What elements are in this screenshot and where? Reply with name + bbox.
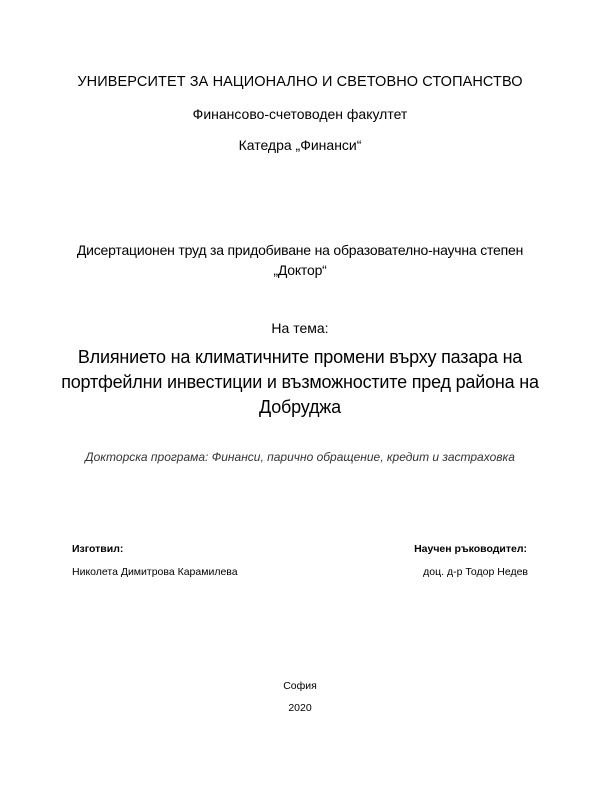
year: 2020 [288, 702, 312, 714]
department-name: Катедра „Финанси“ [238, 137, 362, 153]
supervisor-name: доц. д-р Тодор Недев [423, 566, 528, 578]
dissertation-statement [0, 240, 600, 280]
university-name: УНИВЕРСИТЕТ ЗА НАЦИОНАЛНО И СВЕТОВНО СТОПАНСТВО [77, 74, 523, 90]
city: София [283, 680, 317, 692]
prepared-by-label: Изготвил: [72, 543, 124, 555]
dissertation-degree: „Доктор“ [273, 262, 327, 278]
subject-label: На тема: [271, 320, 329, 336]
faculty-name: Финансово-счетоводен факултет [192, 106, 408, 122]
dissertation-line-1: Дисертационен труд за придобиване на образователно-научна степен [76, 242, 524, 258]
thesis-title-line-1: Влиянието на климатичните промени върху пазара на [77, 347, 523, 367]
thesis-title-line-2: портфейлни инвестиции и възможностите пред района на [61, 372, 539, 392]
thesis-title [0, 345, 600, 420]
doctoral-program: Докторска програма: Финанси, парично обращение, кредит и застраховка [85, 450, 515, 464]
thesis-title-line-3: Добруджа [259, 397, 341, 417]
supervisor-label: Научен ръководител: [414, 543, 527, 555]
author-name: Николета Димитрова Карамилева [72, 566, 238, 578]
